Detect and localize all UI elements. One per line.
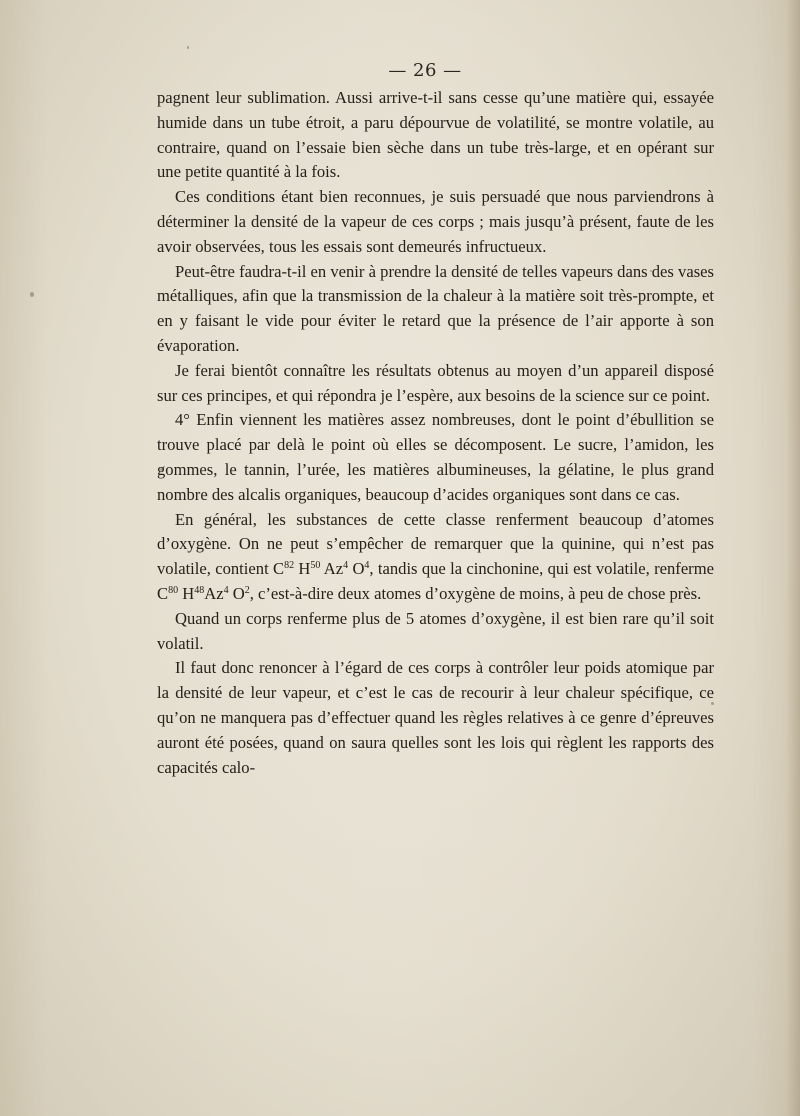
paragraph: Je ferai bientôt connaître les résultats obtenus au moyen d’un appareil disposé sur ces principes, et qui répondra je l’espère, aux besoins de la science sur ce point. [157,360,714,405]
paragraph: Quand un corps renferme plus de 5 atomes d’oxygène, il est bien rare qu’il soit volatil. [157,608,714,653]
paragraph: Ces conditions étant bien reconnues, je suis persuadé que nous parviendrons à déterminer la densité de la vapeur de ces corps ; mais jusqu’à présent, faute de les avoir observées, tous les essais sont demeurés infructueux. [157,187,714,256]
paper-spot [30,292,34,297]
formula-intro-text: En général, les substances de cette classe renferment beaucoup d’atomes d’oxygène. On ne peut s’empêcher de remarquer que la quinine, qui n’est pas volatile, contient [157,509,714,579]
quinine-formula: $C^{82}$ $H^{50}$ Az$^4$ $O^4$ [272,559,370,579]
paragraph: pagnent leur sublimation. Aussi arrive-t-il sans cesse qu’une matière qui, essayée humide dans un tube étroit, a paru dépourvue de volatilité, se montre volatile, au contraire, quand on l’essaie bien sèche dans un tube très-large, et en opérant sur une petite quantité à la fois. [157,88,714,182]
paragraph-formulas [157,508,714,607]
paragraph: Peut-être faudra-t-il en venir à prendre la densité de telles vapeurs dans des vases métalliques, afin que la transmission de la chaleur à la matière soit très-prompte, et en y faisant le vide pour éviter le retard que la présence de l’air apporte à son évaporation. [157,261,714,355]
paper-spot [187,46,189,49]
paragraph: Il faut donc renoncer à l’égard de ces corps à contrôler leur poids atomique par la densité de leur vapeur, et c’est le cas de recourir à leur chaleur spécifique, ce qu’on ne manquera pas d’effectuer quand les règles relatives à ce genre d’épreuves auront été posées, quand on saura quelles sont les lois qui règlent les rapports des capacités calo- [157,658,714,777]
formula-middle-text: , tandis que la cinchonine, qui est volatile, renferme [369,559,714,579]
page-edge-shadow [786,0,800,1116]
paragraph: 4° Enfin viennent les matières assez nombreuses, dont le point d’ébullition se trouve placé par delà le point où elles se décomposent. Le sucre, l’amidon, les gommes, le tannin, l’urée, les matières albumineuses, la gélatine, le plus grand nombre des alcalis organiques, beaucoup d’acides organiques sont dans ce cas. [157,410,714,504]
cinchonine-formula: $C^{80}$ $H^{48}Az^4$ $O^2$ [157,583,250,603]
formula-outro-text: , c’est-à-dire deux atomes d’oxygène de moins, à peu de chose près. [249,583,702,603]
page-number: — 26 — [388,60,462,81]
body-text [157,86,714,780]
